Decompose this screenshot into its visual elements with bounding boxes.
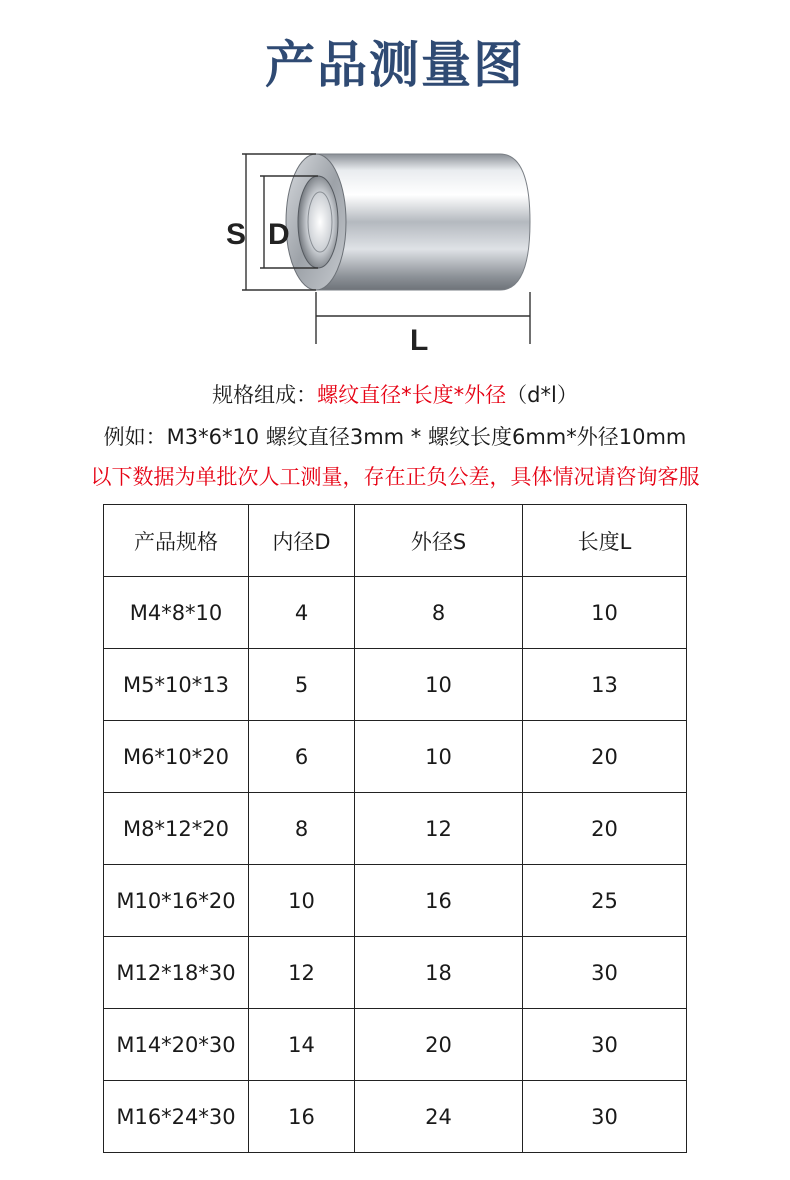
product-measurement-diagram bbox=[220, 140, 550, 360]
cell-spec: M4*8*10 bbox=[104, 577, 249, 649]
table-header-row bbox=[104, 505, 687, 577]
cell-spec: M5*10*13 bbox=[104, 649, 249, 721]
table-row bbox=[104, 1009, 687, 1081]
spec-composition-highlight: 螺纹直径*长度*外径 bbox=[317, 383, 507, 407]
dimension-d-label: D bbox=[268, 218, 290, 251]
cell-inner-d: 8 bbox=[249, 793, 355, 865]
cell-spec: M16*24*30 bbox=[104, 1081, 249, 1153]
table-row bbox=[104, 577, 687, 649]
cell-inner-d: 10 bbox=[249, 865, 355, 937]
cell-inner-d: 14 bbox=[249, 1009, 355, 1081]
cell-outer-s: 20 bbox=[355, 1009, 523, 1081]
header-length-l: 长度L bbox=[523, 505, 687, 577]
header-outer-s: 外径S bbox=[355, 505, 523, 577]
dimension-s-label: S bbox=[226, 218, 247, 251]
spec-disclaimer-line: 以下数据为单批次人工测量，存在正负公差，具体情况请咨询客服 bbox=[90, 465, 700, 489]
cell-spec: M14*20*30 bbox=[104, 1009, 249, 1081]
cell-outer-s: 16 bbox=[355, 865, 523, 937]
table-row bbox=[104, 937, 687, 1009]
page-title: 产品测量图 bbox=[265, 36, 525, 94]
cell-length-l: 10 bbox=[523, 577, 687, 649]
spec-composition-suffix: （d*l） bbox=[506, 383, 578, 407]
spec-composition-line bbox=[0, 380, 790, 410]
table-row bbox=[104, 649, 687, 721]
cell-outer-s: 10 bbox=[355, 649, 523, 721]
table-row bbox=[104, 1081, 687, 1153]
cell-length-l: 25 bbox=[523, 865, 687, 937]
cell-outer-s: 8 bbox=[355, 577, 523, 649]
spec-composition-prefix: 规格组成： bbox=[212, 383, 318, 407]
cell-length-l: 20 bbox=[523, 721, 687, 793]
cell-inner-d: 4 bbox=[249, 577, 355, 649]
cell-outer-s: 10 bbox=[355, 721, 523, 793]
cell-spec: M12*18*30 bbox=[104, 937, 249, 1009]
cell-inner-d: 12 bbox=[249, 937, 355, 1009]
table-row bbox=[104, 793, 687, 865]
cell-length-l: 30 bbox=[523, 1009, 687, 1081]
cell-outer-s: 24 bbox=[355, 1081, 523, 1153]
cell-length-l: 30 bbox=[523, 937, 687, 1009]
cell-inner-d: 16 bbox=[249, 1081, 355, 1153]
cell-length-l: 30 bbox=[523, 1081, 687, 1153]
spec-example-line: 例如：M3*6*10 螺纹直径3mm * 螺纹长度6mm*外径10mm bbox=[103, 425, 687, 449]
cell-spec: M8*12*20 bbox=[104, 793, 249, 865]
spec-table bbox=[103, 504, 687, 1153]
header-spec: 产品规格 bbox=[104, 505, 249, 577]
cell-outer-s: 18 bbox=[355, 937, 523, 1009]
cell-spec: M6*10*20 bbox=[104, 721, 249, 793]
cell-inner-d: 5 bbox=[249, 649, 355, 721]
cylinder-body bbox=[315, 154, 530, 290]
cell-length-l: 20 bbox=[523, 793, 687, 865]
header-inner-d: 内径D bbox=[249, 505, 355, 577]
cell-inner-d: 6 bbox=[249, 721, 355, 793]
table-row bbox=[104, 865, 687, 937]
table-row bbox=[104, 721, 687, 793]
cell-spec: M10*16*20 bbox=[104, 865, 249, 937]
dimension-l-label: L bbox=[410, 324, 429, 357]
cell-length-l: 13 bbox=[523, 649, 687, 721]
cell-outer-s: 12 bbox=[355, 793, 523, 865]
